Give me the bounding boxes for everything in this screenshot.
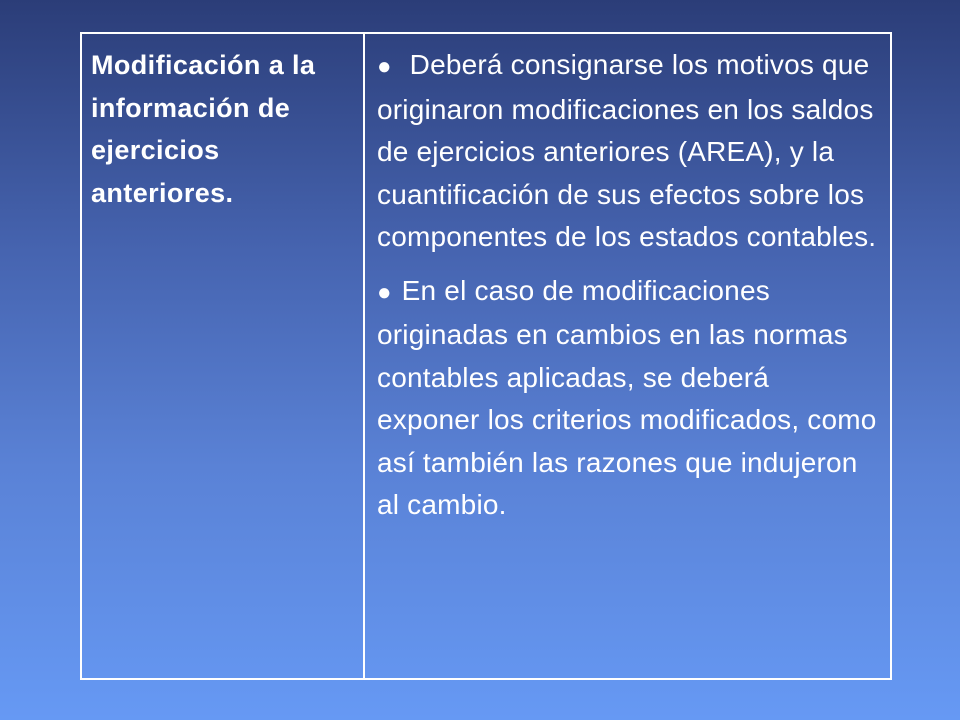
bullet-item-2 bbox=[377, 270, 885, 527]
bullet-icon: ● bbox=[377, 278, 392, 306]
bullet-icon: ● bbox=[377, 53, 392, 80]
table-cell-content bbox=[365, 34, 890, 678]
table-cell-heading bbox=[82, 34, 365, 678]
content-table bbox=[80, 32, 892, 680]
bullet-text-2: En el caso de modificaciones originadas en cambios en las normas contables aplicadas, se deberá exponer los criterios modificados, como así también las razones que indujeron al cambio. bbox=[377, 274, 885, 520]
bullet-item-1 bbox=[377, 44, 882, 259]
bullet-text-1: Deberá consignarse los motivos que originaron modificaciones en los saldos de ejercicios anteriores (AREA), y la cuantificación de sus efectos sobre los componentes de los estados contables. bbox=[377, 49, 882, 252]
section-heading: Modificación a la información de ejercicios anteriores. bbox=[91, 50, 316, 208]
